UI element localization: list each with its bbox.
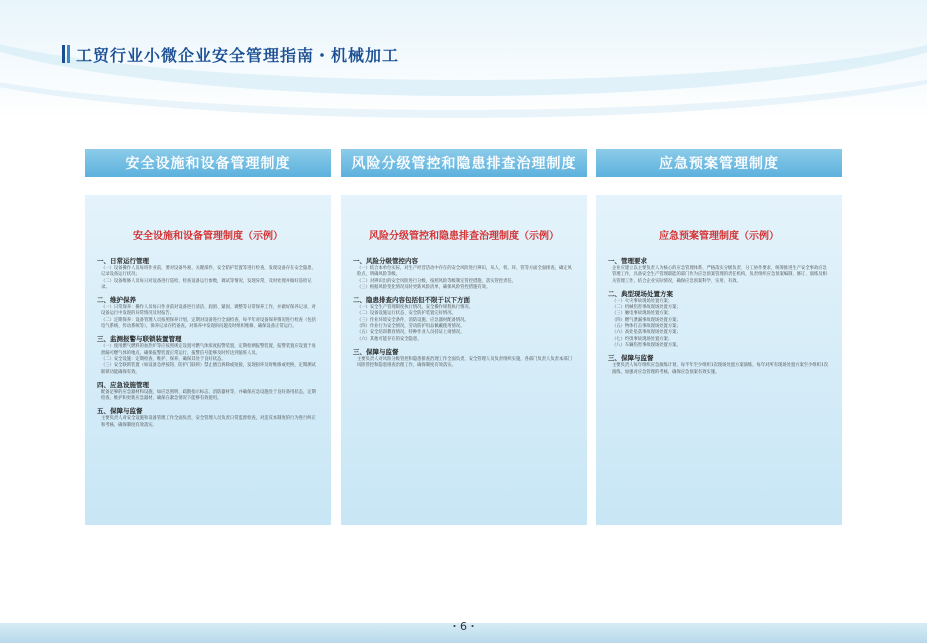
document-preview [85, 195, 331, 525]
section-text: （二）安全设施：定期检查、维护、保养，确保其处于良好状态。 [101, 356, 226, 362]
section-text: 主要负责人每年组织应急演练计划，每半年至少组织1次现场处置方案演练，每年对所有现场处置方案至少组织1次演练，加强对应急管理的考核，确保应急预案有效实施。 [612, 363, 829, 375]
section-text: （一）使用燃气燃料的加热炉等应按照规定设置可燃气体浓度报警装置，定期检测报警装置，报警装置应设置于易泄漏可燃气体的地点，确保报警装置正常运行，报警信号能够及时传达到值班人员。 [101, 344, 316, 356]
document-preview [341, 195, 587, 525]
section-text: （二）定期保养：设备管理人员按照保养计划，定期对设备进行全面检查，每半年对设备保养情况进行检查（包括电气系统、传动系统等），保养记录存档备查。对保养中发现的问题及时组织维修，确保设备正常运行。 [101, 317, 316, 330]
section-text: （二）设备维修人员每日对设备进行巡检，检查设备运行参数，调试等情况，发现异常，及时处理并做好巡检记录。 [101, 278, 312, 290]
section-heading: 三、监测报警与联锁装置管理 [97, 335, 182, 344]
section-text: （三）根据风险变化情况及时更新风险清单，确保风险管控措施有效。 [357, 284, 491, 290]
section-heading: 四、应急设施管理 [97, 380, 149, 389]
section-heading: 三、保障与监督 [353, 347, 399, 356]
document-title: 风险分级管控和隐患排查治理制度（示例） [369, 231, 559, 242]
section-text: （七）灼烫事故现场处置方案； [612, 336, 673, 342]
document-title: 安全设施和设备管理制度（示例） [133, 231, 283, 242]
section-heading: 二、典型现场处置方案 [608, 289, 673, 298]
section-heading: 一、管理要求 [608, 257, 647, 265]
section-text: （八）车辆伤害事故现场处置方案。 [612, 342, 681, 348]
section-text: 企业应建立以主要负责人为核心的应急管理体系，严格落实分级负责、分工协作要求，统筹推进生产安全事故应急管理工作，具备安全生产管理职能的部门作为应急预案管理的责任机构，负责组织应急预案编制、修订、演练及相关管理工作，结合企业实际情况，确保应急预案科学、实用、有效。 [612, 266, 827, 284]
column-header: 应急预案管理制度 [596, 149, 842, 177]
page-title: 工贸行业小微企业安全管理指南・机械加工 [76, 45, 400, 65]
section-heading: 一、日常运行管理 [97, 257, 149, 265]
section-heading: 二、隐患排查内容包括但不限于以下方面 [353, 296, 470, 305]
column-header: 安全设施和设备管理制度 [85, 149, 331, 177]
page-header [62, 43, 399, 65]
section-text: （四）燃气泄漏事故现场处置方案； [612, 317, 681, 323]
document-title: 应急预案管理制度（示例） [659, 231, 779, 242]
section-text: （一）设备操作人员每班作业前，要对设备外观、关键部件、安全防护装置等进行检查，发现设备存在安全隐患，记录设备运行状况； [101, 266, 316, 278]
section-text: （六）高处坠落事故现场处置方案； [612, 330, 681, 336]
title-bar-icon [62, 45, 70, 63]
section-text: （四）作业行为安全情况，劳动防护用品佩戴使用情况。 [357, 324, 465, 330]
section-text: 配备足够的应急器材和设施，如应急照明、疏散指示标志、消防器材等，并确保应急设施处于良好备用状态，定期检查、维护和更新应急器材，确保在紧急情况下能够有效使用。 [101, 389, 316, 402]
section-text: （二）机械伤害事故现场处置方案； [612, 305, 681, 311]
section-text: （五）物体打击事故现场处置方案； [612, 324, 681, 330]
section-text: （五）安全培训教育情况，特种作业人员持证上岗情况。 [357, 330, 465, 336]
section-text: （二）对辨识出的安全风险进行分级，按照风险等级制定管控措施，落实管控责任。 [357, 278, 516, 284]
section-heading: 二、维护保养 [97, 296, 136, 305]
section-heading: 一、风险分级管控内容 [353, 257, 418, 265]
section-text: 主要负责人对风险分级管控和隐患排查治理工作全面负责，安全管理人员负责组织实施，各部门负责人负责本部门风险管控和隐患排查治理工作，确保制度有效落实。 [357, 356, 572, 369]
page-number: ・6・ [449, 620, 478, 633]
section-heading: 三、保障与监督 [608, 354, 654, 363]
section-text: （一）结合本单位实际，对生产经营活动中存在的安全风险进行辨识，从人、机、环、管等方面全面排查，确定风险点，明确风险等级。 [357, 266, 572, 278]
section-text: （一）安全生产管理制度执行情况，安全操作规程执行情况。 [357, 305, 474, 311]
section-text: 主要负责人对安全设施和设备管理工作全面负责，安全管理人员负责日常监督检查，对违反本制度的行为进行纠正和考核，确保制度有效落实。 [101, 416, 316, 428]
column-header: 风险分级管控和隐患排查治理制度 [341, 149, 587, 177]
section-text: （一）日常保养：操作人员每日作业前对设备进行清洁、润滑、紧固、调整等日常保养工作，并做好保养记录，对设备运行中发现的异常情况及时报告。 [101, 305, 316, 317]
section-heading: 五、保障与监督 [97, 407, 143, 416]
section-text: （一）火灾事故现场处置方案； [612, 298, 673, 304]
section-text: （三）安全联锁装置（如设备急停按钮、防护门联锁）禁止擅自拆除或短接，发现损坏及时维修或更换，定期测试联锁功能确保有效。 [101, 363, 316, 375]
section-text: （三）作业环境安全条件，消防设施、应急器材配备情况。 [357, 317, 469, 323]
section-text: （三）触电事故现场处置方案； [612, 311, 673, 317]
document-preview [596, 195, 842, 525]
section-text: （二）设备设施运行状态、安全防护装置完好情况。 [357, 311, 456, 317]
section-text: （六）其他可能存在的安全隐患。 [357, 336, 422, 342]
